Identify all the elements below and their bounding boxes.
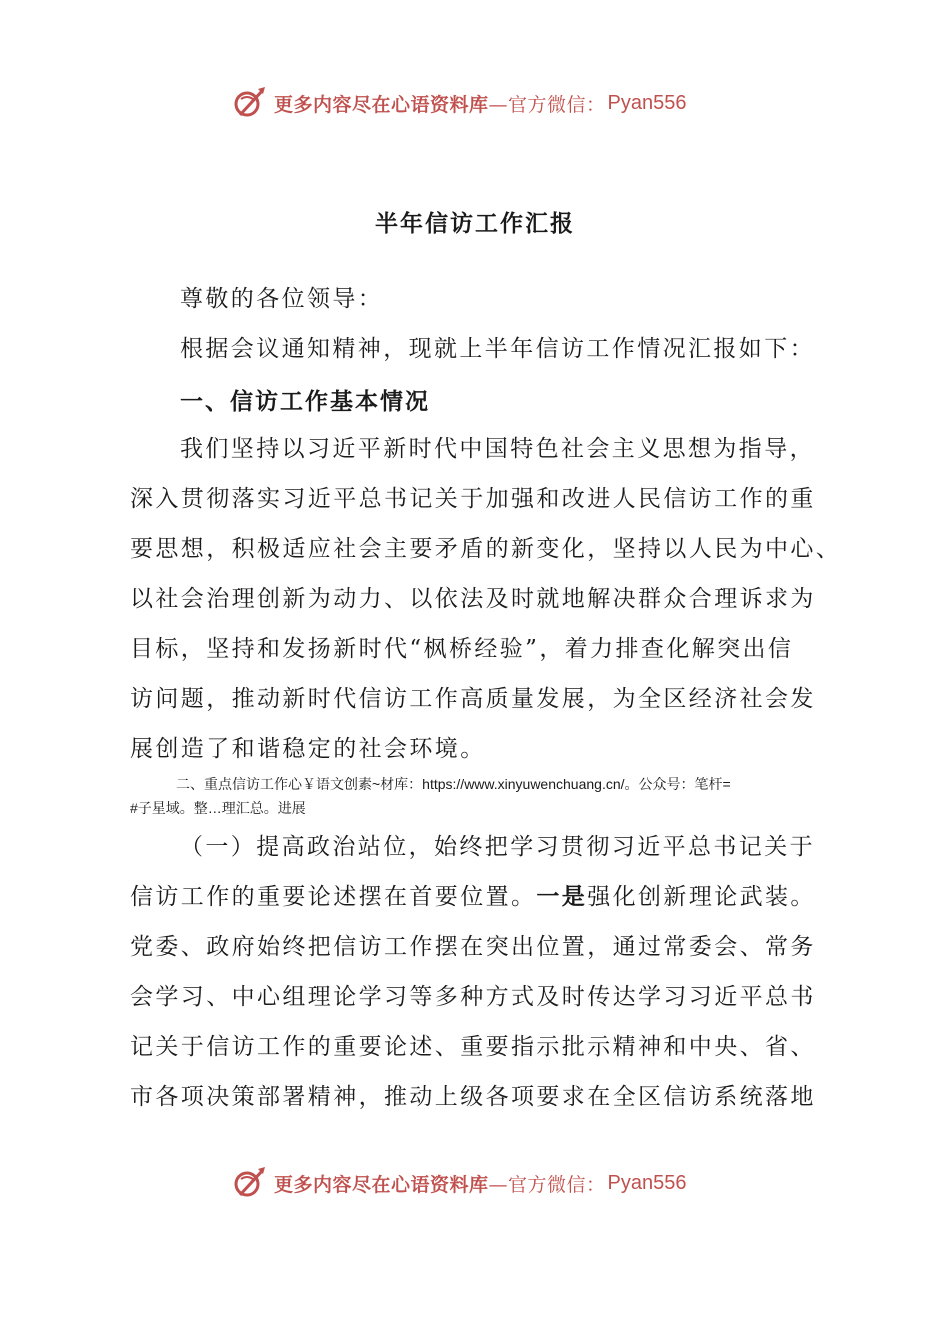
paragraph-line: 展创造了和谐稳定的社会环境。 <box>130 736 486 762</box>
paragraph-segment: 强化创新理论武装。 <box>587 884 816 910</box>
watermark-banner-top <box>232 83 687 123</box>
emphasis-label: 一是 <box>536 883 588 910</box>
watermark-wechat-label: —官方微信： <box>488 93 606 116</box>
paragraph-line: 访问题，推动新时代信访工作高质量发展，为全区经济社会发 <box>130 686 816 712</box>
paragraph-segment: 信访工作的重要论述摆在首要位置。 <box>130 884 537 910</box>
paragraph-line: 市各项决策部署精神，推动上级各项要求在全区信访系统落地 <box>130 1084 816 1110</box>
section-heading-1: 一、信访工作基本情况 <box>180 388 430 415</box>
pen-logo-icon <box>232 85 268 121</box>
intro-line: 根据会议通知精神，现就上半年信访工作情况汇报如下： <box>180 336 815 362</box>
watermark-banner-bottom <box>232 1163 687 1203</box>
paragraph-line: 以社会治理创新为动力、以依法及时就地解决群众合理诉求为 <box>130 586 816 612</box>
watermark-text: 更多内容尽在心语资料库 <box>274 93 489 116</box>
paragraph-line: 我们坚持以习近平新时代中国特色社会主义思想为指导， <box>180 436 815 462</box>
paragraph-line: 党委、政府始终把信访工作摆在突出位置，通过常委会、常务 <box>130 934 816 960</box>
inserted-note-line: #子星域。整…理汇总。进展 <box>130 800 306 816</box>
paragraph-line: 目标，坚持和发扬新时代“枫桥经验”，着力排查化解突出信 <box>130 636 794 662</box>
pen-logo-icon <box>232 1165 268 1201</box>
paragraph-line-mixed <box>130 882 816 912</box>
watermark-wechat-label: —官方微信： <box>488 1173 606 1196</box>
salutation: 尊敬的各位领导： <box>180 286 384 312</box>
paragraph-line: 记关于信访工作的重要论述、重要指示批示精神和中央、省、 <box>130 1034 816 1060</box>
paragraph-line: （一）提高政治站位，始终把学习贯彻习近平总书记关于 <box>180 834 815 860</box>
paragraph-line: 深入贯彻落实习近平总书记关于加强和改进人民信访工作的重 <box>130 486 816 512</box>
watermark-wechat-id: Pyan556 <box>607 91 687 114</box>
paragraph-line: 要思想，积极适应社会主要矛盾的新变化，坚持以人民为中心、 <box>130 536 842 562</box>
watermark-text: 更多内容尽在心语资料库 <box>274 1173 489 1196</box>
watermark-wechat-id: Pyan556 <box>607 1171 687 1194</box>
inserted-note-line: 二、重点信访工作心￥语文创素~材库：https://www.xinyuwenchuang.cn/。公众号：笔杆= <box>176 776 731 792</box>
document-title: 半年信访工作汇报 <box>375 210 575 237</box>
paragraph-line: 会学习、中心组理论学习等多种方式及时传达学习习近平总书 <box>130 984 816 1010</box>
